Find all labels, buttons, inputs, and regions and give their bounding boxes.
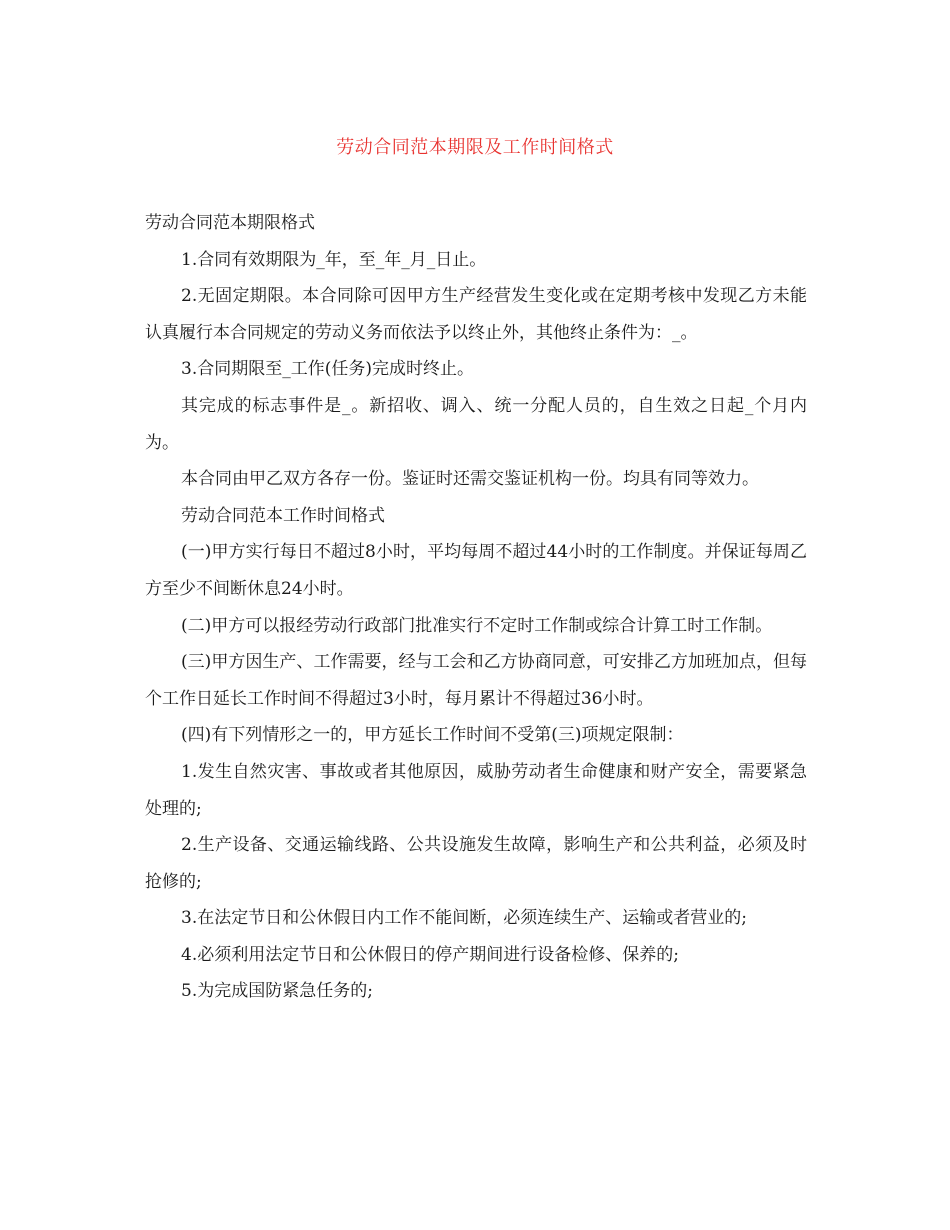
paragraph: 2.无固定期限。本合同除可因甲方生产经营发生变化或在定期考核中发现乙方未能认真履行本合同规定的劳动义务而依法予以终止外，其他终止条件为：_。	[145, 286, 807, 343]
paragraph: 3.在法定节日和公休假日内工作不能间断，必须连续生产、运输或者营业的;	[181, 908, 747, 929]
section-heading-hours: 劳动合同范本工作时间格式	[181, 505, 385, 526]
paragraph: 4.必须利用法定节日和公休假日的停产期间进行设备检修、保养的;	[181, 944, 679, 965]
paragraph: 5.为完成国防紧急任务的;	[181, 981, 373, 1002]
paragraph: (四)有下列情形之一的，甲方延长工作时间不受第(三)项规定限制：	[181, 725, 684, 746]
paragraph: 3.合同期限至_工作(任务)完成时终止。	[181, 359, 474, 380]
paragraph: 其完成的标志事件是_。新招收、调入、统一分配人员的，自生效之日起_个月内为。	[145, 395, 807, 453]
paragraph: 1.合同有效期限为_年，至_年_月_日止。	[181, 249, 487, 270]
paragraph: (一)甲方实行每日不超过8小时，平均每周不超过44小时的工作制度。并保证每周乙方至少不间断休息24小时。	[145, 542, 807, 599]
paragraph: 本合同由甲乙双方各存一份。鉴证时还需交鉴证机构一份。均具有同等效力。	[181, 469, 759, 490]
document-body	[145, 205, 807, 1010]
document-title: 劳动合同范本期限及工作时间格式	[336, 137, 614, 158]
section-heading-term: 劳动合同范本期限格式	[145, 213, 315, 233]
paragraph: 1.发生自然灾害、事故或者其他原因，威胁劳动者生命健康和财产安全，需要紧急处理的;	[145, 761, 807, 819]
paragraph: 2.生产设备、交通运输线路、公共设施发生故障，影响生产和公共利益，必须及时抢修的;	[145, 835, 807, 892]
paragraph: (三)甲方因生产、工作需要，经与工会和乙方协商同意，可安排乙方加班加点，但每个工作日延长工作时间不得超过3小时，每月累计不得超过36小时。	[145, 652, 807, 709]
paragraph: (二)甲方可以报经劳动行政部门批准实行不定时工作制或综合计算工时工作制。	[181, 615, 773, 636]
